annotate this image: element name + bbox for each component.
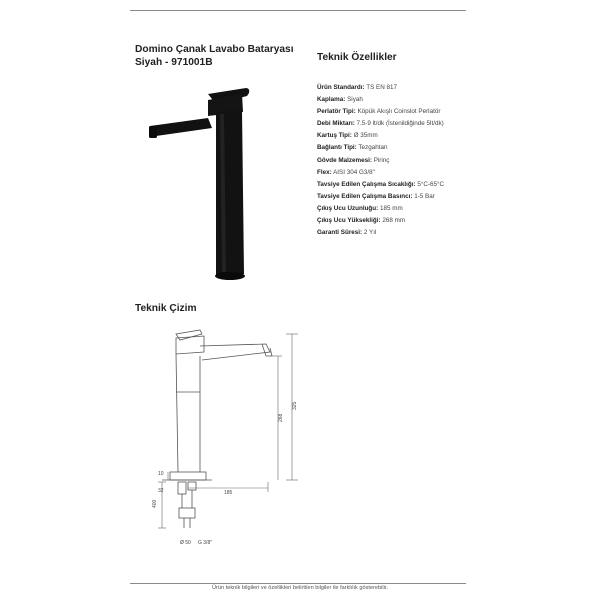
spec-key: Ürün Standardı: (317, 84, 365, 91)
spec-row (317, 82, 527, 94)
spec-value: AISI 304 G3/8" (333, 168, 375, 176)
spec-row (317, 142, 527, 154)
spec-list (317, 82, 527, 239)
spec-value: 7.5-9 lt/dk (İstenildiğinde 5lt/dk) (356, 120, 444, 128)
spec-row (317, 106, 527, 118)
spec-row (317, 191, 527, 203)
spec-key: Flex: (317, 168, 332, 176)
spec-row (317, 94, 527, 106)
spec-key: Çıkış Ucu Uzunluğu: (317, 204, 379, 212)
top-divider (130, 10, 466, 11)
dim-flex: 400 (152, 499, 158, 508)
spec-key: Tavsiye Edilen Çalışma Sıcaklığı: (317, 180, 416, 188)
spec-value: 2 Yıl (363, 229, 377, 237)
spec-row (317, 155, 527, 167)
spec-value: TS EN 817 (366, 84, 398, 91)
spec-value: Ø 35mm (353, 132, 378, 140)
spec-key: Bağlantı Tipi: (317, 144, 357, 152)
spec-value: 5°C-65°C (417, 180, 445, 188)
spec-row (317, 130, 527, 142)
specs-heading: Teknik Özellikler (317, 52, 397, 63)
spec-key: Gövde Malzemesi: (317, 156, 372, 164)
footnote: Ürün teknik bilgileri ve özellikleri belirtilen bilgiler ile farklılık gösterebilir. (212, 585, 388, 591)
spec-value: 268 mm (382, 217, 406, 225)
dim-small-2: 32 (158, 488, 164, 494)
dim-total-height: 325 (292, 401, 298, 410)
dim-small-1: 10 (158, 471, 164, 477)
spec-key: Kartuş Tipi: (317, 132, 352, 140)
drawing-heading: Teknik Çizim (135, 303, 197, 314)
technical-drawing-icon (140, 322, 310, 550)
product-title-name: Domino Çanak Lavabo Bataryası (135, 44, 294, 55)
spec-value: Köpük Akışlı Coinslot Perlatör (357, 108, 441, 116)
spec-row (317, 203, 527, 215)
bottom-divider (130, 583, 466, 584)
spec-row (317, 227, 527, 239)
spec-key: Perlatör Tipi: (317, 108, 356, 116)
spec-key: Çıkış Ucu Yüksekliği: (317, 217, 381, 225)
spec-value: Pirinç (373, 156, 390, 164)
dim-thread: G 3/8" (198, 540, 213, 546)
spec-value: 185 mm (379, 204, 403, 212)
spec-value: Tezgahtan (358, 144, 388, 152)
spec-row (317, 167, 527, 179)
spec-key: Kaplama: (317, 96, 346, 104)
spec-value: Siyah (347, 96, 363, 104)
product-title (135, 43, 305, 69)
dim-spout-height: 268 (278, 413, 284, 422)
dim-base-diameter: Ø 50 (180, 540, 191, 546)
spec-row (317, 118, 527, 130)
spec-key: Debi Miktarı: (317, 120, 355, 128)
spec-row (317, 215, 527, 227)
dim-spout-length: 185 (224, 490, 233, 496)
spec-row (317, 179, 527, 191)
spec-value: 1-5 Bar (414, 192, 435, 200)
product-title-code: Siyah - 971001B (135, 57, 213, 68)
spec-key: Tavsiye Edilen Çalışma Basıncı: (317, 192, 413, 200)
spec-key: Garanti Süresi: (317, 229, 363, 237)
faucet-photo-icon (146, 84, 266, 284)
